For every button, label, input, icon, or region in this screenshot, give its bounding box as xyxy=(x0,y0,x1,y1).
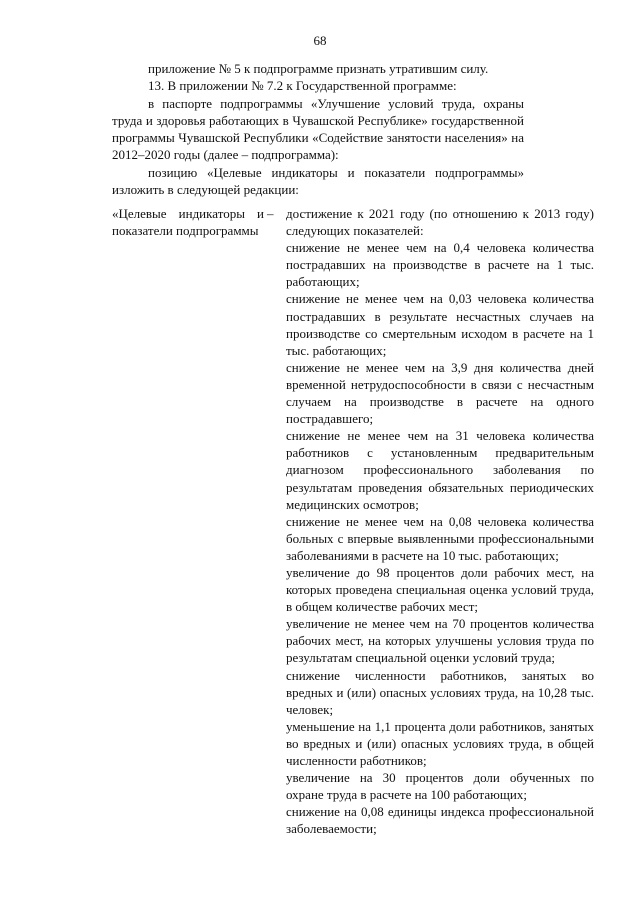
intro-text xyxy=(112,60,524,198)
indicator-item: снижение не менее чем на 3,9 дня количества дней временной нетрудоспособности в связи с несчастным случаем на производстве в расчете на одного пострадавшего; xyxy=(286,359,594,427)
indicator-item: увеличение не менее чем на 70 процентов количества рабочих мест, на которых улучшены условия труда по результатам специальной оценки условий труда; xyxy=(286,616,594,666)
indicators-list xyxy=(286,205,594,837)
page-number: 68 xyxy=(313,33,327,48)
intro-paragraph: в паспорте подпрограммы «Улучшение условий труда, охраны труда и здоровья работающих в Чувашской Республике» государственной программы Чувашской Республики «Содействие занятости населения» на 2012–2020 годы (далее – подпрограмма): xyxy=(112,95,524,163)
indicator-item: снижение не менее чем на 0,08 человека количества больных с впервые выявленными профессиональными заболеваниями в расчете на 10 тыс. работающих; xyxy=(286,513,594,563)
intro-paragraph: приложение № 5 к подпрограмме признать утратившим силу. xyxy=(148,61,489,76)
indicator-item: увеличение до 98 процентов доли рабочих мест, на которых проведена специальная оценка условий труда, в общем количестве рабочих мест; xyxy=(286,564,594,615)
indicator-item: снижение на 0,08 единицы индекса профессиональной заболеваемости; xyxy=(286,804,594,837)
intro-paragraph: позицию «Целевые индикаторы и показатели подпрограммы» изложить в следующей редакции: xyxy=(112,164,524,198)
intro-paragraph: 13. В приложении № 7.2 к Государственной программе: xyxy=(148,78,457,94)
indicator-item: снижение не менее чем на 31 человека количества работников с установленным предварительным диагнозом профессионального заболевания по результатам проведения обязательных периодических медицинских осмотров; xyxy=(286,428,594,512)
indicator-item: снижение численности работников, занятых во вредных и (или) опасных условиях труда, на 10,28 тыс. человек; xyxy=(286,667,594,717)
indicator-item: снижение не менее чем на 0,4 человека количества пострадавших на производстве в расчете на 1 тыс. работающих; xyxy=(286,240,594,290)
indicators-label: «Целевые индикаторы и показатели подпрограммы xyxy=(112,206,264,238)
indicator-item: уменьшение на 1,1 процента доли работников, занятых во вредных и (или) опасных условиях труда, в общей численности работников; xyxy=(286,718,594,768)
separator-dash: – xyxy=(267,206,274,221)
indicator-item: достижение к 2021 году (по отношению к 2013 году) следующих показателей: xyxy=(286,206,594,239)
indicator-item: снижение не менее чем на 0,03 человека количества пострадавших в результате несчастных случаев на производстве со смертельным исходом в расчете на 1 тыс. работающих; xyxy=(286,291,594,358)
indicator-item: увеличение на 30 процентов доли обученных по охране труда в расчете на 100 работающих; xyxy=(286,770,594,803)
